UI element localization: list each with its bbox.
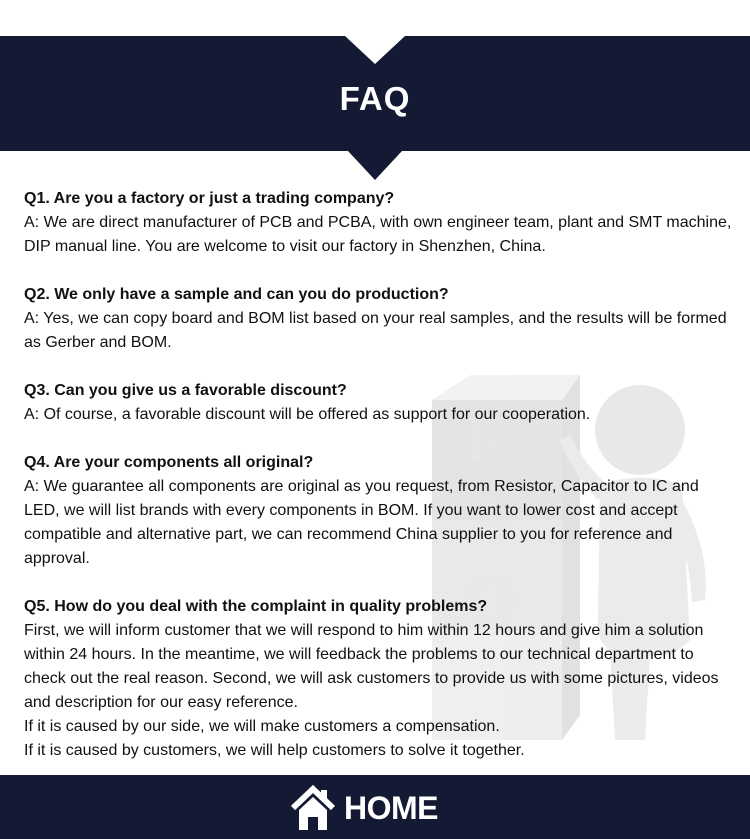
- faq-item: [24, 283, 736, 355]
- faq-answer: First, we will inform customer that we will respond to him within 12 hours and give him a solution within 24 hours. In the meantime, we will feedback the problems to our technical department to check out the real reason. Second, we will ask customers to provide us with some pictures, videos and description for our easy reference.: [24, 622, 719, 711]
- faq-question: Q3. Can you give us a favorable discount?: [24, 382, 347, 399]
- faq-list: [24, 187, 736, 787]
- home-label: HOME: [344, 789, 438, 826]
- watermark-letter-q: Q: [465, 563, 517, 636]
- house-icon: [290, 784, 336, 832]
- faq-item: [24, 379, 736, 427]
- faq-answer: A: Of course, a favorable discount will be offered as support for our cooperation.: [24, 406, 591, 423]
- faq-question: Q5. How do you deal with the complaint in quality problems?: [24, 598, 488, 615]
- faq-answer: A: Yes, we can copy board and BOM list based on your real samples, and the results will be formed as Gerber and BOM.: [24, 310, 727, 351]
- faq-item: [24, 595, 736, 763]
- faq-question: Q1. Are you a factory or just a trading company?: [24, 190, 395, 207]
- faq-answer: If it is caused by customers, we will help customers to solve it together.: [24, 742, 525, 759]
- page-title: FAQ: [339, 80, 411, 117]
- faq-answer: A: We are direct manufacturer of PCB and PCBA, with own engineer team, plant and SMT machine, DIP manual line. You are welcome to visit our factory in Shenzhen, China.: [24, 214, 732, 255]
- faq-answer: If it is caused by our side, we will make customers a compensation.: [24, 718, 500, 735]
- faq-question: Q2. We only have a sample and can you do production?: [24, 286, 449, 303]
- faq-answer: A: We guarantee all components are original as you request, from Resistor, Capacitor to IC and LED, we will list brands with every components in BOM. If you want to lower cost and accept compatible and alternative part, we can recommend China supplier to you for reference and approval.: [24, 478, 699, 567]
- watermark-letter-a: A: [465, 483, 513, 556]
- faq-item: [24, 451, 736, 571]
- home-link[interactable]: [290, 781, 438, 835]
- watermark-letter-f: F: [465, 403, 506, 476]
- faq-item: [24, 187, 736, 259]
- footer-bar: [0, 775, 750, 839]
- faq-question: Q4. Are your components all original?: [24, 454, 314, 471]
